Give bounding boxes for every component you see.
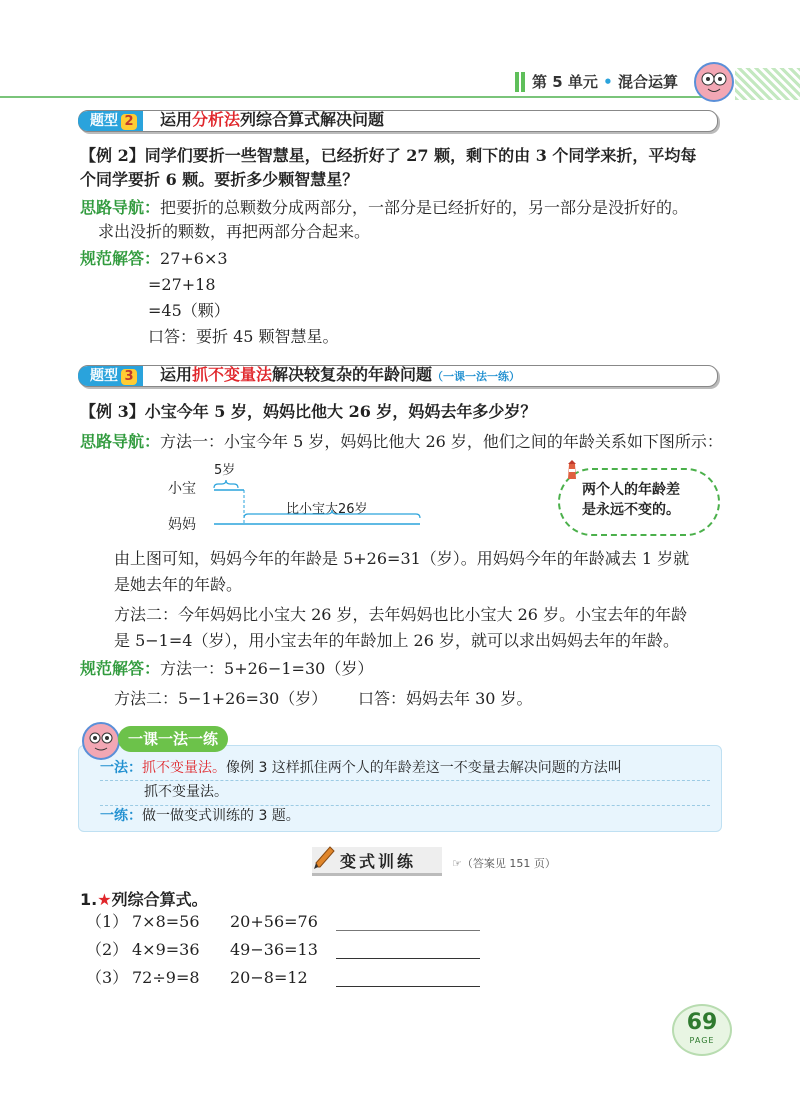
section-3-title-post: 解决较复杂的年龄问题 (272, 365, 433, 384)
guide-3-after-2: 是她去年的年龄。 (114, 575, 243, 594)
practice-fa-highlight: 抓不变量法。 (142, 760, 226, 776)
section-2-title-pre: 运用 (160, 110, 193, 129)
answer-2-step-2: =27+18 (148, 275, 216, 294)
section-3-tag-text: 题型 (90, 368, 118, 384)
section-3-num: 3 (121, 369, 137, 385)
section-3-title-highlight: 抓不变量法 (192, 365, 273, 384)
answer-2-step-4: 口答：要折 45 颗智慧星。 (148, 327, 339, 346)
guide-3-method-2b: 是 5−1=4（岁），用小宝去年的年龄加上 26 岁，就可以求出妈妈去年的年龄。 (114, 631, 679, 650)
bubble-text (582, 480, 680, 520)
unit-label: 第 5 单元 (532, 73, 598, 91)
exercise-1-item-1-b: 20+56=76 (230, 912, 318, 931)
practice-lian-text: 做一做变式训练的 3 题。 (142, 808, 300, 824)
section-3-subtitle: （一课一法一练） (432, 370, 521, 383)
exercise-1-item-3-a: 72÷9=8 (132, 968, 200, 987)
diagram-label-5: 5岁 (214, 463, 236, 478)
star-icon: ★ (97, 890, 112, 909)
section-2-title (160, 110, 384, 130)
training-title: 变式训练 (340, 852, 417, 871)
section-2-tag-text: 题型 (90, 113, 118, 129)
answer-2-row-1 (80, 248, 228, 270)
example-2-text-1: 同学们要折一些智慧星，已经折好了 27 颗，剩下的由 3 个同学来折，平均每 (144, 146, 697, 165)
example-2-label: 【例 2】 (80, 146, 145, 165)
header-stripe (735, 68, 800, 100)
page-number: 69 (686, 1010, 718, 1035)
bubble-line-1: 两个人的年龄差 (582, 482, 680, 498)
exercise-1-item-2-b: 49−36=13 (230, 940, 318, 959)
practice-fa-text: 像例 3 这样抓住两个人的年龄差这一不变量去解决问题的方法叫 (226, 760, 622, 776)
answer-blank-1[interactable] (336, 930, 480, 931)
section-2-title-post: 列综合算式解决问题 (240, 110, 385, 129)
example-3-text: 小宝今年 5 岁，妈妈比他大 26 岁，妈妈去年多少岁？ (144, 402, 537, 421)
practice-fa-label: 一法： (100, 760, 142, 776)
exercise-1-item-2-label: （2） (86, 940, 129, 959)
exercise-1-title-text: 列综合算式。 (111, 890, 208, 909)
exercise-1-item-3-b: 20−8=12 (230, 968, 308, 987)
brace-top (214, 480, 238, 488)
answer-3-label: 规范解答： (80, 659, 161, 678)
guide-2-label: 思路导航： (80, 198, 161, 217)
answer-3-line-1: 方法一：5+26−1=30（岁） (160, 659, 374, 678)
answer-2-step-1: 27+6×3 (160, 249, 228, 268)
example-3-line (80, 401, 536, 423)
answer-blank-3[interactable] (336, 986, 480, 987)
training-note: ☞（答案见 151 页） (452, 857, 556, 870)
answer-blank-2[interactable] (336, 958, 480, 959)
answer-2-step-3: =45（颗） (148, 301, 230, 320)
practice-lian-line (100, 805, 300, 827)
section-2-title-highlight: 分析法 (192, 110, 241, 129)
example-3-label: 【例 3】 (80, 402, 145, 421)
age-diagram (200, 474, 430, 534)
guide-3-label: 思路导航： (80, 432, 161, 451)
exercise-1-number: 1. (80, 890, 98, 909)
unit-title: 第 5 单元 • 混合运算 (532, 73, 678, 91)
practice-fa-line (100, 757, 622, 779)
answer-3-line-2a: 方法二：5−1+26=30（岁） (114, 689, 328, 708)
answer-3-row-1 (80, 658, 373, 680)
guide-2-text-1: 把要折的总颗数分成两部分，一部分是已经折好的，另一部分是没折好的。 (160, 198, 689, 217)
guide-3-method-2a: 方法二：今年妈妈比小宝大 26 岁，去年妈妈也比小宝大 26 岁。小宝去年的年龄 (114, 605, 688, 624)
exercise-1-item-1-a: 7×8=56 (132, 912, 200, 931)
exercise-1-item-2-a: 4×9=36 (132, 940, 200, 959)
guide-2-line-1 (80, 197, 688, 219)
practice-fa-text-2: 抓不变量法。 (144, 784, 228, 800)
guide-3-method-1-text: 方法一：小宝今年 5 岁，妈妈比他大 26 岁，他们之间的年龄关系如下图所示： (160, 432, 723, 451)
example-2-line-1 (80, 145, 696, 167)
lighthouse-icon (564, 460, 580, 480)
section-3-title (160, 365, 520, 387)
diagram-label-xiaobao: 小宝 (168, 481, 196, 497)
guide-3-after-1: 由上图可知，妈妈今年的年龄是 5+26=31（岁）。用妈妈今年的年龄减去 1 岁就 (114, 549, 690, 568)
section-3-title-pre: 运用 (160, 365, 193, 384)
header-bars (515, 72, 529, 94)
guide-3-method-1 (80, 431, 723, 453)
mascot-icon (694, 62, 734, 102)
answer-2-label: 规范解答： (80, 249, 161, 268)
section-2-tag (78, 111, 143, 131)
pencil-icon (314, 845, 336, 869)
diagram-label-diff: 比小宝大26岁 (286, 502, 368, 517)
section-2-num: 2 (121, 114, 137, 130)
section-3-tag (78, 366, 143, 386)
example-2-line-2: 个同学要折 6 颗。要折多少颗智慧星？ (80, 170, 359, 189)
topic-label: 混合运算 (617, 73, 678, 91)
header-rule (0, 96, 725, 98)
exercise-1-item-1-label: （1） (86, 912, 129, 931)
mascot-icon-practice (82, 722, 120, 760)
answer-3-line-2b: 口答：妈妈去年 30 岁。 (358, 689, 533, 708)
practice-pill: 一课一法一练 (118, 726, 228, 752)
exercise-1-item-3-label: （3） (86, 968, 129, 987)
exercise-1-title (80, 889, 208, 911)
diagram-label-mama: 妈妈 (168, 517, 196, 533)
guide-2-line-2: 求出没折的颗数，再把两部分合起来。 (98, 222, 371, 241)
practice-lian-label: 一练： (100, 808, 142, 824)
bubble-line-2: 是永远不变的。 (582, 502, 680, 518)
brace-diff (244, 510, 420, 518)
page-word: PAGE (689, 1036, 715, 1045)
